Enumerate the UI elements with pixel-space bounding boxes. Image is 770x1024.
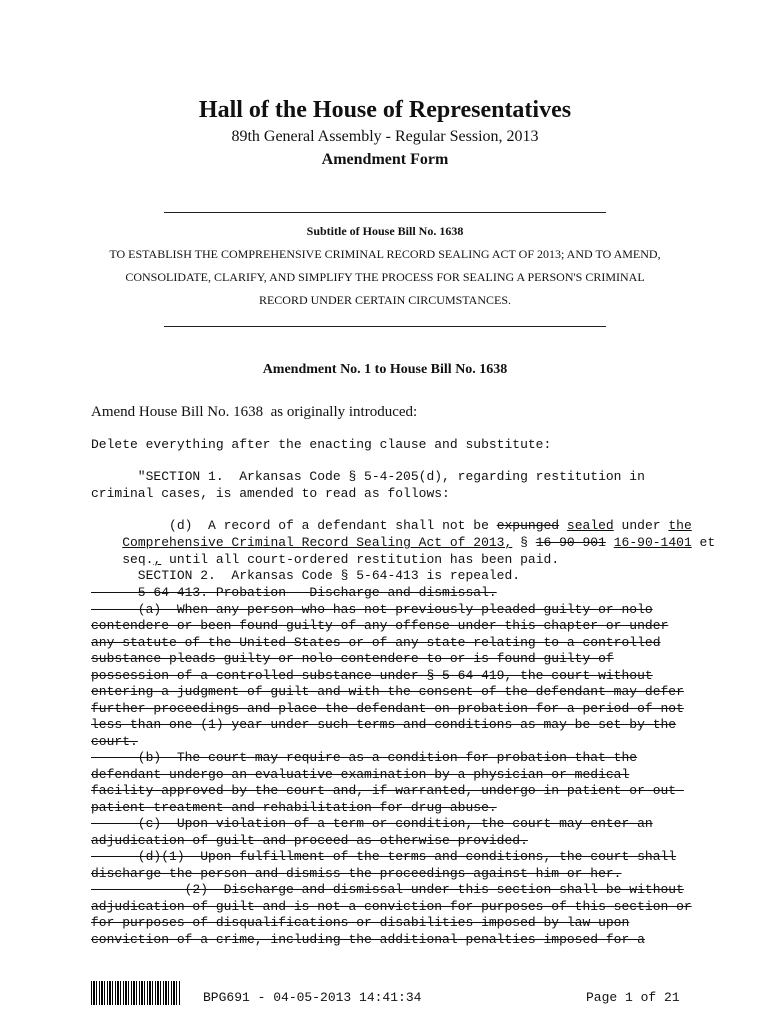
deleted-text: 16-90-901: [535, 535, 606, 550]
form-name: Amendment Form: [321, 151, 449, 168]
repealed-line: court.: [91, 733, 138, 749]
subtitle-line-1: TO ESTABLISH THE COMPREHENSIVE CRIMINAL RECORD SEALING ACT OF 2013; AND TO AMEND,: [109, 247, 661, 261]
page-number: Page 1 of 21: [586, 990, 680, 1005]
repealed-line: for purposes of disqualifications or disabilities imposed by law upon: [91, 915, 630, 930]
delete-instruction: Delete everything after the enacting clause and substitute:: [91, 437, 552, 452]
amendment-heading: Amendment No. 1 to House Bill No. 1638: [262, 362, 508, 377]
deleted-text: expunged: [496, 518, 560, 533]
repealed-line: contendere or been found guilty of any offense under this chapter or under: [91, 618, 669, 633]
repealed-line: adjudication of guilt and proceed as otherwise provided.: [91, 832, 528, 848]
text-segment: et: [691, 535, 716, 550]
repealed-line: (a) When any person who has not previously pleaded guilty or nolo: [91, 601, 653, 617]
page-title: Hall of the House of Representatives: [198, 97, 572, 123]
text-segment: §: [512, 535, 536, 550]
footer-code: BPG691 - 04-05-2013 14:41:34: [203, 990, 422, 1005]
subtitle-heading: Subtitle of House Bill No. 1638: [306, 224, 464, 238]
inserted-text: 16-90-1401: [613, 535, 692, 550]
text-segment: (d) A record of a defendant shall not be: [122, 518, 497, 533]
repealed-line: 5-64-413. Probation - Discharge and dismissal.: [91, 585, 497, 600]
repealed-line: entering a judgment of guilt and with the consent of the defendant may defer: [91, 684, 684, 699]
inserted-text: sealed: [566, 518, 614, 533]
top-divider: [164, 212, 606, 213]
bottom-divider: [164, 326, 606, 327]
repealed-line: (d)(1) Upon fulfillment of the terms and conditions, the court shall: [91, 849, 677, 864]
repealed-line: discharge the person and dismiss the proceedings against him or her.: [91, 865, 622, 881]
subtitle-line-3: RECORD UNDER CERTAIN CIRCUMSTANCES.: [258, 293, 512, 307]
inserted-text: the: [668, 518, 692, 533]
repealed-line: (c) Upon violation of a term or condition, the court may enter an: [91, 816, 653, 831]
repealed-line: substance pleads guilty or nolo contendere to or is found guilty of: [91, 651, 614, 666]
text-segment: under: [613, 518, 669, 533]
repealed-line: facility approved by the court and, if warranted, undergo in-patient or out-: [91, 783, 684, 798]
repealed-line: (b) The court may require as a condition for probation that the: [91, 750, 638, 765]
repealed-line: (2) Discharge and dismissal under this section shall be without: [91, 882, 684, 897]
repealed-line: defendant undergo an evaluative examination by a physician or medical: [91, 766, 630, 782]
section1-line-2: criminal cases, is amended to read as follows:: [91, 486, 450, 501]
inserted-text: ,: [153, 552, 162, 567]
barcode-image: [91, 981, 181, 1005]
repealed-line: patient treatment and rehabilitation for drug abuse.: [91, 799, 497, 815]
repealed-line: adjudication of guilt and is not a conviction for purposes of this section or: [91, 898, 692, 914]
text-segment: [606, 535, 614, 550]
repealed-line: less than one (1) year under such terms and conditions as may be set by the: [91, 717, 677, 732]
inserted-text: Comprehensive Criminal Record Sealing Act of 2013,: [122, 535, 513, 550]
repealed-line: further proceedings and place the defendant on probation for a period of not: [91, 700, 684, 716]
amend-instruction: Amend House Bill No. 1638 as originally introduced:: [91, 404, 418, 420]
subtitle-line-2: CONSOLIDATE, CLARIFY, AND SIMPLIFY THE PROCESS FOR SEALING A PERSON'S CRIMINAL: [125, 270, 645, 284]
section1-line-1: "SECTION 1. Arkansas Code § 5-4-205(d), regarding restitution in: [91, 469, 645, 484]
repealed-line: any statute of the United States or of any state relating to a controlled: [91, 634, 661, 650]
repealed-line: conviction of a crime, including the additional penalties imposed for a: [91, 931, 645, 947]
section2-line-1: SECTION 2. Arkansas Code § 5-64-413 is repealed.: [91, 568, 521, 583]
repealed-line: possession of a controlled substance under § 5-64-419, the court without: [91, 667, 653, 683]
text-segment: seq.: [122, 552, 154, 567]
session-line: 89th General Assembly - Regular Session, 2013: [231, 128, 539, 145]
text-segment: until all court-ordered restitution has been paid.: [161, 552, 560, 567]
